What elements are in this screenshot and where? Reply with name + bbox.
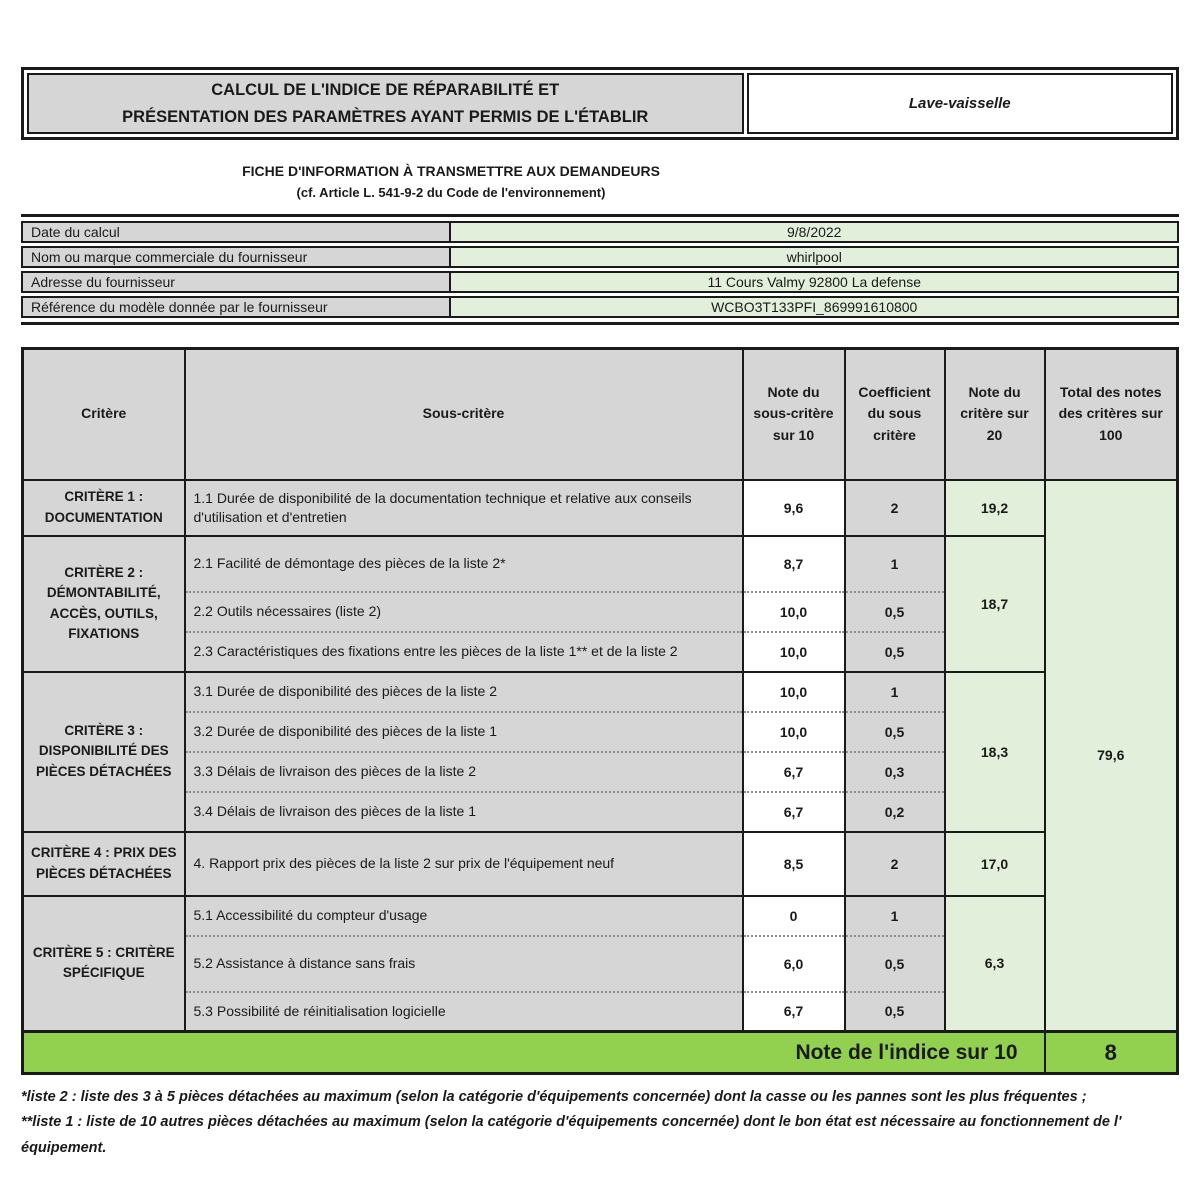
coefficient-value: 0,5: [845, 632, 945, 672]
coefficient-value: 2: [845, 832, 945, 896]
sub-criterion-text: 2.2 Outils nécessaires (liste 2): [185, 592, 743, 632]
info-value-model: WCBO3T133PFI_869991610800: [449, 296, 1179, 318]
criterion-score-value: 18,7: [945, 536, 1045, 672]
sub-criterion-text: 5.3 Possibilité de réinitialisation logicielle: [185, 992, 743, 1032]
footnotes: [21, 1085, 1179, 1161]
subtitle-line2: (cf. Article L. 541-9-2 du Code de l'environnement): [296, 185, 606, 200]
sub-score-value: 9,6: [743, 480, 845, 536]
index-score-value: 8: [1045, 1032, 1178, 1074]
sub-criterion-text: 4. Rapport prix des pièces de la liste 2 sur prix de l'équipement neuf: [185, 832, 743, 896]
table-row: [23, 672, 1178, 712]
criterion-score-value: 17,0: [945, 832, 1045, 896]
criterion-score-value: 18,3: [945, 672, 1045, 832]
info-row-date: [21, 221, 1179, 243]
index-score-label: Note de l'indice sur 10: [23, 1032, 1045, 1074]
sub-score-value: 10,0: [743, 632, 845, 672]
criteria-table-header-row: [23, 349, 1178, 480]
product-type-label: Lave-vaisselle: [908, 95, 1011, 112]
sub-score-value: 8,5: [743, 832, 845, 896]
sub-criterion-text: 3.1 Durée de disponibilité des pièces de la liste 2: [185, 672, 743, 712]
sub-score-value: 10,0: [743, 672, 845, 712]
criteria-table: [21, 347, 1179, 1075]
sub-score-value: 10,0: [743, 592, 845, 632]
sub-criterion-text: 3.4 Délais de livraison des pièces de la liste 1: [185, 792, 743, 832]
info-value-date: 9/8/2022: [449, 221, 1179, 243]
criterion-label: CRITÈRE 1 : DOCUMENTATION: [23, 480, 185, 536]
info-label-address: Adresse du fournisseur: [21, 271, 449, 293]
product-type-cell: [747, 73, 1173, 134]
total-score-value: 79,6: [1045, 480, 1178, 1032]
table-row: [23, 480, 1178, 536]
criterion-score-value: 19,2: [945, 480, 1045, 536]
info-label-brand: Nom ou marque commerciale du fournisseur: [21, 246, 449, 268]
criterion-label: CRITÈRE 3 : DISPONIBILITÉ DES PIÈCES DÉTACHÉES: [23, 672, 185, 832]
coefficient-value: 2: [845, 480, 945, 536]
coefficient-value: 0,5: [845, 992, 945, 1032]
col-header-critere: Critère: [23, 349, 185, 480]
sub-score-value: 6,7: [743, 752, 845, 792]
info-value-address: 11 Cours Valmy 92800 La defense: [449, 271, 1179, 293]
sub-score-value: 6,7: [743, 992, 845, 1032]
sub-criterion-text: 5.2 Assistance à distance sans frais: [185, 936, 743, 992]
supplier-info-table-wrap: [21, 214, 1179, 325]
supplier-info-table: [21, 218, 1179, 321]
criterion-score-value: 6,3: [945, 896, 1045, 1032]
info-label-model: Référence du modèle donnée par le fournisseur: [21, 296, 449, 318]
coefficient-value: 0,5: [845, 712, 945, 752]
coefficient-value: 1: [845, 536, 945, 592]
coefficient-value: 0,5: [845, 592, 945, 632]
footnote-liste2: *liste 2 : liste des 3 à 5 pièces détachées au maximum (selon la catégorie d'équipements concernée) dont la casse ou les pannes sont les plus fréquentes ;: [21, 1089, 1087, 1105]
sub-criterion-text: 3.3 Délais de livraison des pièces de la liste 2: [185, 752, 743, 792]
criterion-label: CRITÈRE 5 : CRITÈRE SPÉCIFIQUE: [23, 896, 185, 1032]
coefficient-value: 0,3: [845, 752, 945, 792]
info-label-date: Date du calcul: [21, 221, 449, 243]
footnote-liste1: **liste 1 : liste de 10 autres pièces détachées au maximum (selon la catégorie d'équipements concernée) dont le bon état est nécessaire au fonctionnement de l' équipement.: [21, 1114, 1122, 1156]
subtitle-block: [131, 163, 771, 200]
document-title-line1: CALCUL DE L'INDICE DE RÉPARABILITÉ ET: [211, 81, 560, 100]
sub-criterion-text: 3.2 Durée de disponibilité des pièces de la liste 1: [185, 712, 743, 752]
sub-criterion-text: 1.1 Durée de disponibilité de la documentation technique et relative aux conseils d'utilisation et d'entretien: [185, 480, 743, 536]
info-value-brand: whirlpool: [449, 246, 1179, 268]
coefficient-value: 1: [845, 896, 945, 936]
criterion-label: CRITÈRE 2 : DÉMONTABILITÉ, ACCÈS, OUTILS, FIXATIONS: [23, 536, 185, 672]
index-score-row: [23, 1032, 1178, 1074]
document-title-line2: PRÉSENTATION DES PARAMÈTRES AYANT PERMIS DE L'ÉTABLIR: [122, 107, 649, 126]
header-band: [21, 67, 1179, 140]
info-row-address: [21, 271, 1179, 293]
sub-criterion-text: 2.1 Facilité de démontage des pièces de la liste 2*: [185, 536, 743, 592]
sub-score-value: 6,0: [743, 936, 845, 992]
coefficient-value: 1: [845, 672, 945, 712]
sub-score-value: 10,0: [743, 712, 845, 752]
col-header-total: Total des notes des critères sur 100: [1045, 349, 1178, 480]
col-header-sous-critere: Sous-critère: [185, 349, 743, 480]
coefficient-value: 0,2: [845, 792, 945, 832]
table-row: [23, 896, 1178, 936]
coefficient-value: 0,5: [845, 936, 945, 992]
criterion-label: CRITÈRE 4 : PRIX DES PIÈCES DÉTACHÉES: [23, 832, 185, 896]
document-title: [27, 73, 744, 134]
table-row: [23, 832, 1178, 896]
sub-score-value: 8,7: [743, 536, 845, 592]
table-row: [23, 536, 1178, 592]
sub-criterion-text: 2.3 Caractéristiques des fixations entre les pièces de la liste 1** et de la liste 2: [185, 632, 743, 672]
sub-score-value: 6,7: [743, 792, 845, 832]
col-header-note-critere: Note du critère sur 20: [945, 349, 1045, 480]
col-header-coefficient: Coefficient du sous critère: [845, 349, 945, 480]
sub-score-value: 0: [743, 896, 845, 936]
info-row-brand: [21, 246, 1179, 268]
subtitle-line1: FICHE D'INFORMATION À TRANSMETTRE AUX DEMANDEURS: [242, 163, 660, 179]
col-header-note-sous-critere: Note du sous-critère sur 10: [743, 349, 845, 480]
info-row-model: [21, 296, 1179, 318]
sub-criterion-text: 5.1 Accessibilité du compteur d'usage: [185, 896, 743, 936]
